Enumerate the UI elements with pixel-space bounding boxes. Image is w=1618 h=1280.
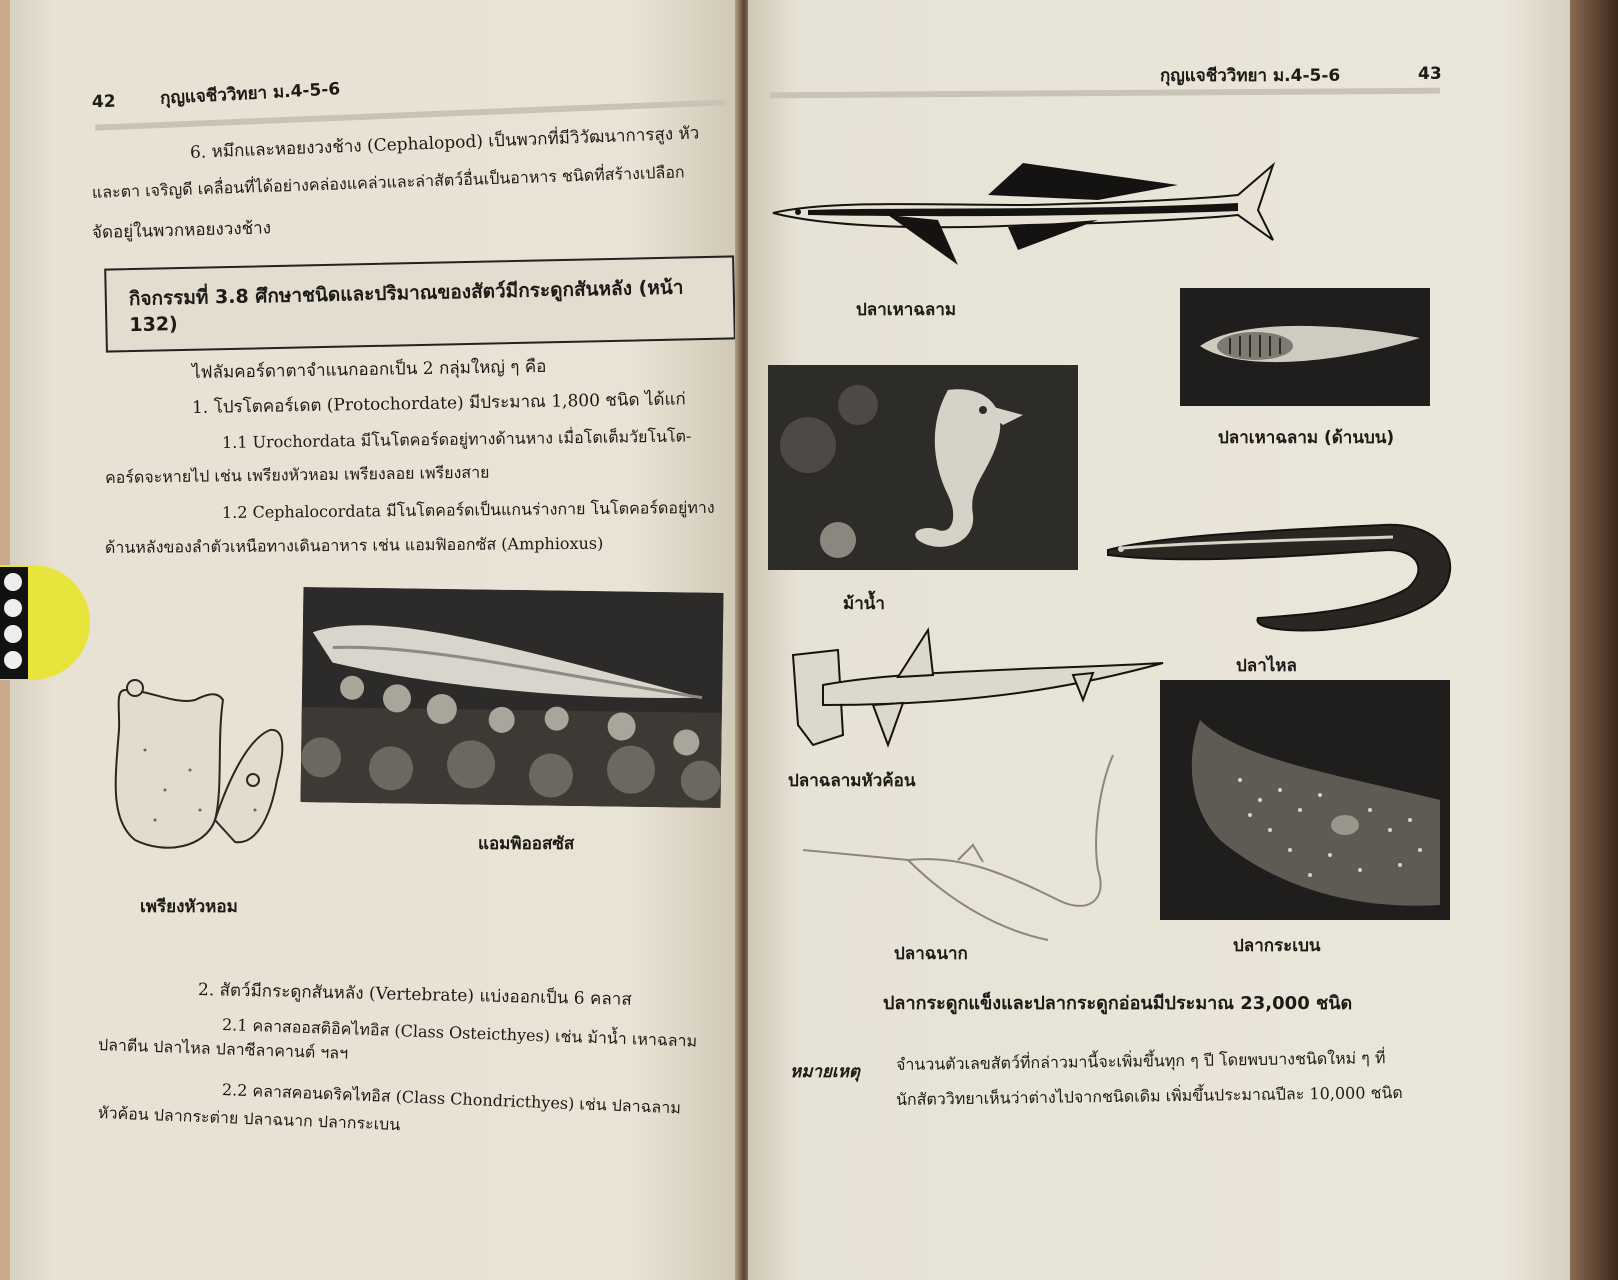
paragraph-line: ไฟลัมคอร์ดาตาจำแนกออกเป็น 2 กลุ่มใหญ่ ๆ คือ xyxy=(191,356,547,383)
paragraph-line: 1.2 Cephalocordata มีโนโตคอร์ดเป็นแกนร่างกาย โนโตคอร์ดอยู่ทาง xyxy=(221,497,715,522)
caption-seahorse: ม้าน้ำ xyxy=(843,594,885,614)
tab-pattern xyxy=(0,567,28,679)
caption-hammerhead: ปลาฉลามหัวค้อน xyxy=(788,771,916,791)
running-head: กุญแจชีววิทยา ม.4-5-6 xyxy=(1160,66,1341,86)
seahorse-photo xyxy=(768,365,1078,570)
paragraph-line: ปลาตีน ปลาไหล ปลาซีลาคานต์ ฯลฯ xyxy=(97,1035,349,1063)
left-page xyxy=(0,0,745,1280)
paragraph-line: 2.1 คลาสออสติอิคไทอิส (Class Osteicthyes) เช่น ม้าน้ำ เหาฉลาม xyxy=(221,1015,698,1051)
caption-sawfish: ปลาฉนาก xyxy=(894,944,968,964)
remora-top-photo xyxy=(1180,288,1430,406)
paragraph-line: คอร์ดจะหายไป เช่น เพรียงหัวหอม เพรียงลอย เพรียงสาย xyxy=(104,462,490,487)
paragraph-line: 6. หมึกและหอยงวงช้าง (Cephalopod) เป็นพวกที่มีวิวัฒนาการสูง หัว xyxy=(189,123,700,163)
summary-text: ปลากระดูกแข็งและปลากระดูกอ่อนมีประมาณ 23,000 ชนิด xyxy=(883,993,1353,1014)
eel-drawing xyxy=(1103,510,1463,640)
page-number: 42 xyxy=(91,91,117,113)
amphioxus-photo xyxy=(301,587,724,808)
paragraph-line: 1. โปรโตคอร์เดต (Protochordate) มีประมาณ 1,800 ชนิด ได้แก่ xyxy=(191,389,686,418)
paragraph-line: และตา เจริญดี เคลื่อนที่ได้อย่างคล่องแคล่วและล่าสัตว์อื่นเป็นอาหาร ชนิดที่สร้างเปลือก xyxy=(91,162,685,202)
remora-drawing xyxy=(768,155,1288,275)
caption-amphioxus: แอมพิออสซัส xyxy=(478,834,575,854)
note-line: จำนวนตัวเลขสัตว์ที่กล่าวมานี้จะเพิ่มขึ้นทุก ๆ ปี โดยพบบางชนิดใหม่ ๆ ที่ xyxy=(895,1048,1386,1074)
caption-sea-squirt: เพรียงหัวหอม xyxy=(140,897,238,917)
sea-squirt-drawing xyxy=(105,670,295,860)
page-number: 43 xyxy=(1418,64,1442,84)
paragraph-line: 2. สัตว์มีกระดูกสันหลัง (Vertebrate) แบ่งออกเป็น 6 คลาส xyxy=(197,980,632,1010)
running-head: กุญแจชีววิทยา ม.4-5-6 xyxy=(159,79,341,109)
paragraph-line: 2.2 คลาสคอนดริคไทอิส (Class Chondricthyes) เช่น ปลาฉลาม xyxy=(221,1080,682,1118)
hammerhead-drawing xyxy=(783,625,1168,755)
stingray-photo xyxy=(1160,680,1450,920)
paragraph-line: ด้านหลังของลำตัวเหนือทางเดินอาหาร เช่น แอมฟิออกซัส (Amphioxus) xyxy=(104,533,604,557)
activity-box xyxy=(104,255,736,352)
right-page xyxy=(748,0,1570,1280)
caption-remora: ปลาเหาฉลาม xyxy=(856,300,957,320)
note-line: นักสัตววิทยาเห็นว่าต่างไปจากชนิดเดิม เพิ่มขึ้นประมาณปีละ 10,000 ชนิด xyxy=(895,1082,1403,1109)
paragraph-line: หัวค้อน ปลากระต่าย ปลาฉนาก ปลากระเบน xyxy=(97,1103,401,1135)
caption-remora-top: ปลาเหาฉลาม (ด้านบน) xyxy=(1218,428,1395,448)
note-label: หมายเหตุ xyxy=(790,1062,860,1082)
sawfish-drawing xyxy=(798,750,1128,960)
paragraph-line: 1.1 Urochordata มีโนโตคอร์ดอยู่ทางด้านหาง เมื่อโตเต็มวัยโนโต- xyxy=(221,426,692,452)
book-edge xyxy=(1570,0,1618,1280)
caption-stingray: ปลากระเบน xyxy=(1233,936,1321,956)
header-rule xyxy=(770,88,1440,99)
caption-eel: ปลาไหล xyxy=(1236,656,1297,676)
activity-title: กิจกรรมที่ 3.8 ศึกษาชนิดและปริมาณของสัตว์มีกระดูกสันหลัง (หน้า 132) xyxy=(128,276,684,337)
paragraph-line: จัดอยู่ในพวกหอยงวงช้าง xyxy=(91,218,272,243)
